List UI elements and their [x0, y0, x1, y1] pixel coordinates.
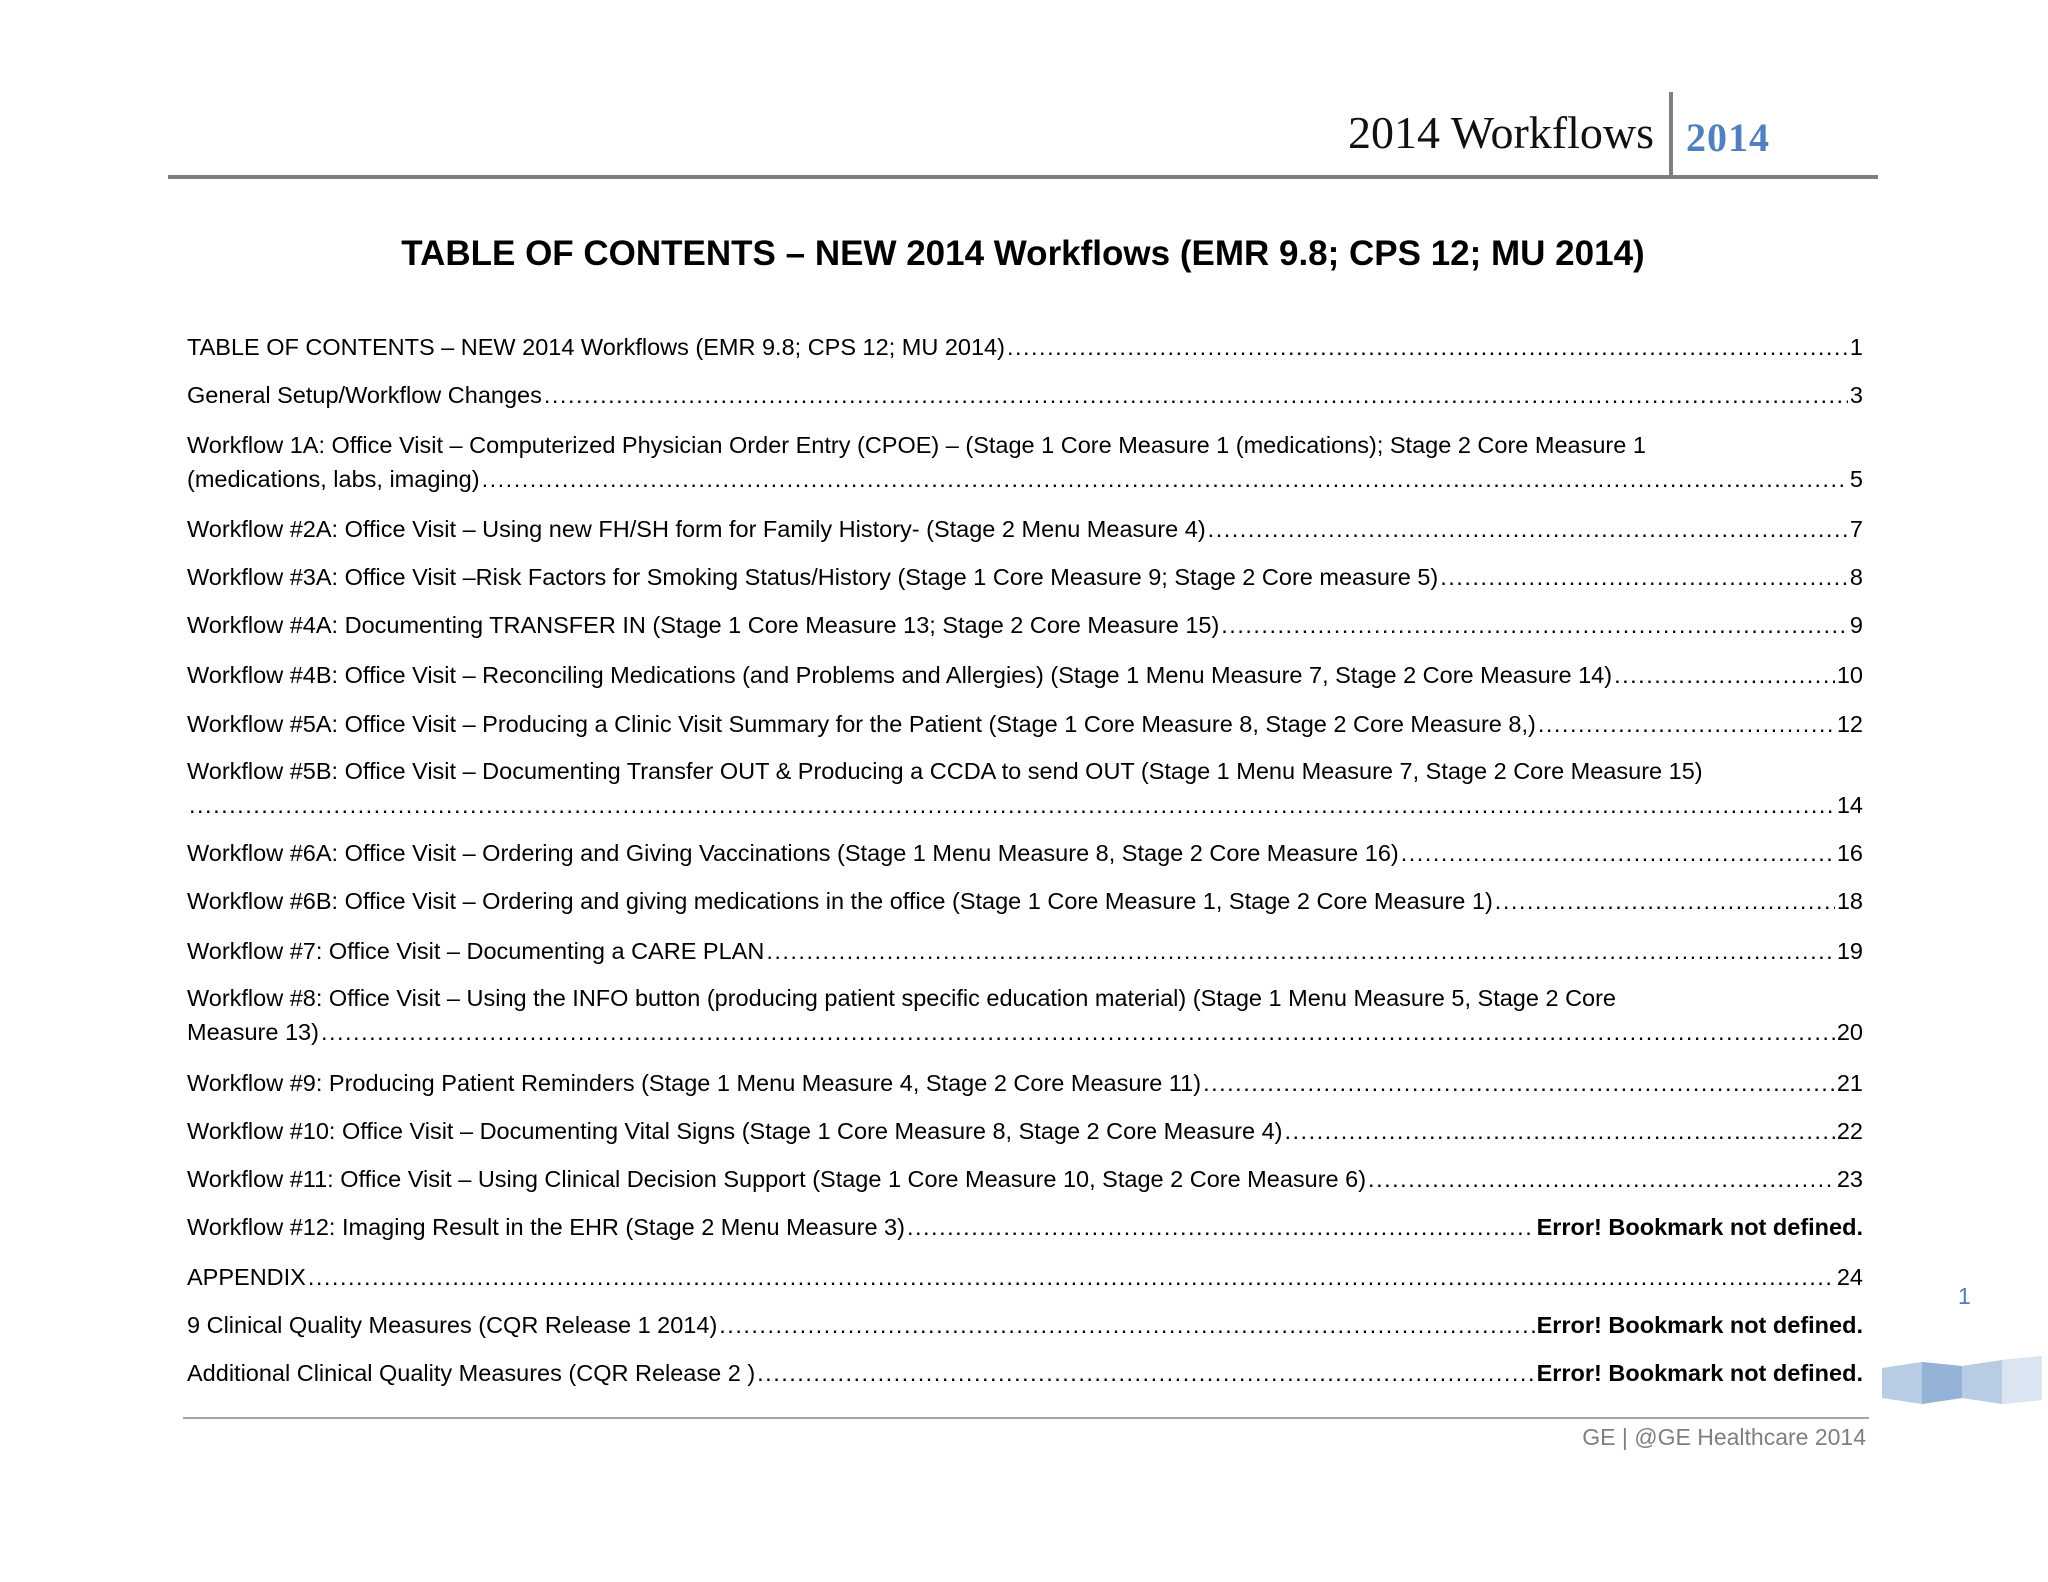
- toc-dot-leader: [757, 1356, 1534, 1390]
- toc-entry-title: General Setup/Workflow Changes: [187, 382, 542, 408]
- toc-entry-title: Workflow #12: Imaging Result in the EHR (Stage 2 Menu Measure 3): [187, 1214, 905, 1240]
- toc-page-number: 5: [1849, 466, 1863, 492]
- toc-page-number: Error! Bookmark not defined.: [1536, 1360, 1863, 1386]
- toc-entry[interactable]: [187, 608, 1863, 642]
- toc-dot-leader: [1203, 1066, 1835, 1100]
- toc-entry[interactable]: [187, 1066, 1863, 1100]
- toc-entry[interactable]: [187, 934, 1863, 968]
- toc-dot-leader: [1495, 884, 1835, 918]
- toc-dot-leader: [719, 1308, 1534, 1342]
- toc-entry-title: Workflow #4A: Documenting TRANSFER IN (Stage 1 Core Measure 13; Stage 2 Core Measure 15): [187, 612, 1220, 638]
- toc-entry-title: Workflow #9: Producing Patient Reminders (Stage 1 Menu Measure 4, Stage 2 Core Measure 11): [187, 1070, 1202, 1096]
- toc-page-number: 3: [1849, 382, 1863, 408]
- toc-entry-title: Workflow #7: Office Visit – Documenting a CARE PLAN: [187, 938, 765, 964]
- toc-page-number: 9: [1849, 612, 1863, 638]
- toc-dot-leader: [1221, 608, 1848, 642]
- toc-page-number: 16: [1836, 840, 1863, 866]
- footer-rule: [183, 1417, 1869, 1419]
- toc-page-number: Error! Bookmark not defined.: [1536, 1312, 1863, 1338]
- page-corner-ribbon-icon: [1882, 1338, 2042, 1418]
- toc-page-number: 21: [1836, 1070, 1863, 1096]
- toc-entry[interactable]: [187, 981, 1863, 1049]
- toc-entry[interactable]: [187, 836, 1863, 870]
- toc-entry-title: Workflow #2A: Office Visit – Using new FH/SH form for Family History- (Stage 2 Menu Measure 4): [187, 516, 1206, 542]
- toc-page-number: 24: [1836, 1264, 1863, 1290]
- toc-page-number: Error! Bookmark not defined.: [1536, 1214, 1863, 1240]
- toc-page-number: 8: [1849, 564, 1863, 590]
- toc-page-number: 20: [1836, 1019, 1863, 1045]
- toc-entry[interactable]: [187, 884, 1863, 918]
- toc-dot-leader: [907, 1210, 1535, 1244]
- toc-entry[interactable]: [187, 330, 1863, 364]
- toc-dot-leader: [308, 1260, 1835, 1294]
- toc-dot-leader: [1368, 1162, 1835, 1196]
- toc-page-number: 1: [1849, 334, 1863, 360]
- toc-entry[interactable]: [187, 658, 1863, 692]
- page-number: 1: [1958, 1283, 1971, 1309]
- toc-heading: TABLE OF CONTENTS – NEW 2014 Workflows (EMR 9.8; CPS 12; MU 2014): [401, 234, 1645, 273]
- toc-page-number: 18: [1836, 888, 1863, 914]
- header-rule: [168, 175, 1878, 179]
- toc-entry[interactable]: [187, 1308, 1863, 1342]
- toc-entry[interactable]: [187, 707, 1863, 741]
- toc-page-number: 12: [1836, 711, 1863, 737]
- toc-entry[interactable]: [187, 1162, 1863, 1196]
- toc-dot-leader: [189, 788, 1835, 822]
- toc-entry-title: Workflow #11: Office Visit – Using Clinical Decision Support (Stage 1 Core Measure 10, Stage 2 Core Measure 6): [187, 1166, 1367, 1192]
- header-year: 2014: [1686, 115, 1770, 160]
- toc-dot-leader: [766, 934, 1835, 968]
- toc-page-number: 22: [1836, 1118, 1863, 1144]
- toc-entry-title: Workflow #3A: Office Visit –Risk Factors for Smoking Status/History (Stage 1 Core Measure 9; Stage 2 Core measure 5): [187, 564, 1439, 590]
- toc-dot-leader: [1284, 1114, 1834, 1148]
- toc-entry-title: Workflow #6B: Office Visit – Ordering and giving medications in the office (Stage 1 Core Measure 1, Stage 2 Core Measure 1): [187, 888, 1493, 914]
- toc-entry[interactable]: [187, 512, 1863, 546]
- toc-dot-leader: [1538, 707, 1835, 741]
- header-separator: [1669, 92, 1673, 175]
- toc-dot-leader: [321, 1015, 1835, 1049]
- toc-entry-title-line: Workflow 1A: Office Visit – Computerized Physician Order Entry (CPOE) – (Stage 1 Core Measure 1 (medications); Stage 2 Core Measure 1: [187, 432, 1646, 458]
- toc-entry[interactable]: [187, 754, 1863, 822]
- toc-page-number: 7: [1849, 516, 1863, 542]
- toc-page-number: 23: [1836, 1166, 1863, 1192]
- toc-entry-title: Additional Clinical Quality Measures (CQR Release 2 ): [187, 1360, 756, 1386]
- toc-entry-title: APPENDIX: [187, 1264, 306, 1290]
- toc-dot-leader: [544, 378, 1848, 412]
- toc-entry-title-line: Workflow #5B: Office Visit – Documenting Transfer OUT & Producing a CCDA to send OUT (Stage 1 Menu Measure 7, Stage 2 Core Measure 15): [187, 758, 1703, 784]
- footer-text: GE | @GE Healthcare 2014: [1582, 1424, 1866, 1450]
- toc-page-number: 14: [1836, 792, 1863, 818]
- toc-entry-title: Measure 13): [187, 1019, 319, 1045]
- toc-dot-leader: [1007, 330, 1848, 364]
- toc-entry[interactable]: [187, 1114, 1863, 1148]
- toc-dot-leader: [1440, 560, 1848, 594]
- toc-dot-leader: [1401, 836, 1835, 870]
- toc-page-number: 19: [1836, 938, 1863, 964]
- toc-entry[interactable]: [187, 1260, 1863, 1294]
- toc-entry-title: Workflow #10: Office Visit – Documenting Vital Signs (Stage 1 Core Measure 8, Stage 2 Core Measure 4): [187, 1118, 1283, 1144]
- toc-entry[interactable]: [187, 428, 1863, 496]
- toc-entry[interactable]: [187, 378, 1863, 412]
- toc-entry[interactable]: [187, 1356, 1863, 1390]
- toc-entry-title: 9 Clinical Quality Measures (CQR Release 1 2014): [187, 1312, 718, 1338]
- toc-entry-title: Workflow #4B: Office Visit – Reconciling Medications (and Problems and Allergies) (Stage 1 Menu Measure 7, Stage 2 Core Measure 14): [187, 662, 1613, 688]
- toc-entry-title-line: Workflow #8: Office Visit – Using the INFO button (producing patient specific education material) (Stage 1 Menu Measure 5, Stage 2 Core: [187, 985, 1617, 1011]
- toc-entry-title: (medications, labs, imaging): [187, 466, 480, 492]
- toc-entry-title: Workflow #6A: Office Visit – Ordering and Giving Vaccinations (Stage 1 Menu Measure 8, Stage 2 Core Measure 16): [187, 840, 1399, 866]
- toc-entry-title: Workflow #5A: Office Visit – Producing a Clinic Visit Summary for the Patient (Stage 1 Core Measure 8, Stage 2 Core Measure 8,): [187, 711, 1536, 737]
- toc-entry[interactable]: [187, 560, 1863, 594]
- header-title: 2014 Workflows: [1348, 107, 1654, 158]
- toc-page-number: 10: [1836, 662, 1863, 688]
- toc-dot-leader: [1208, 512, 1848, 546]
- toc-entry[interactable]: [187, 1210, 1863, 1244]
- toc-dot-leader: [482, 462, 1848, 496]
- toc-entry-title: TABLE OF CONTENTS – NEW 2014 Workflows (EMR 9.8; CPS 12; MU 2014): [187, 334, 1005, 360]
- toc-dot-leader: [1614, 658, 1835, 692]
